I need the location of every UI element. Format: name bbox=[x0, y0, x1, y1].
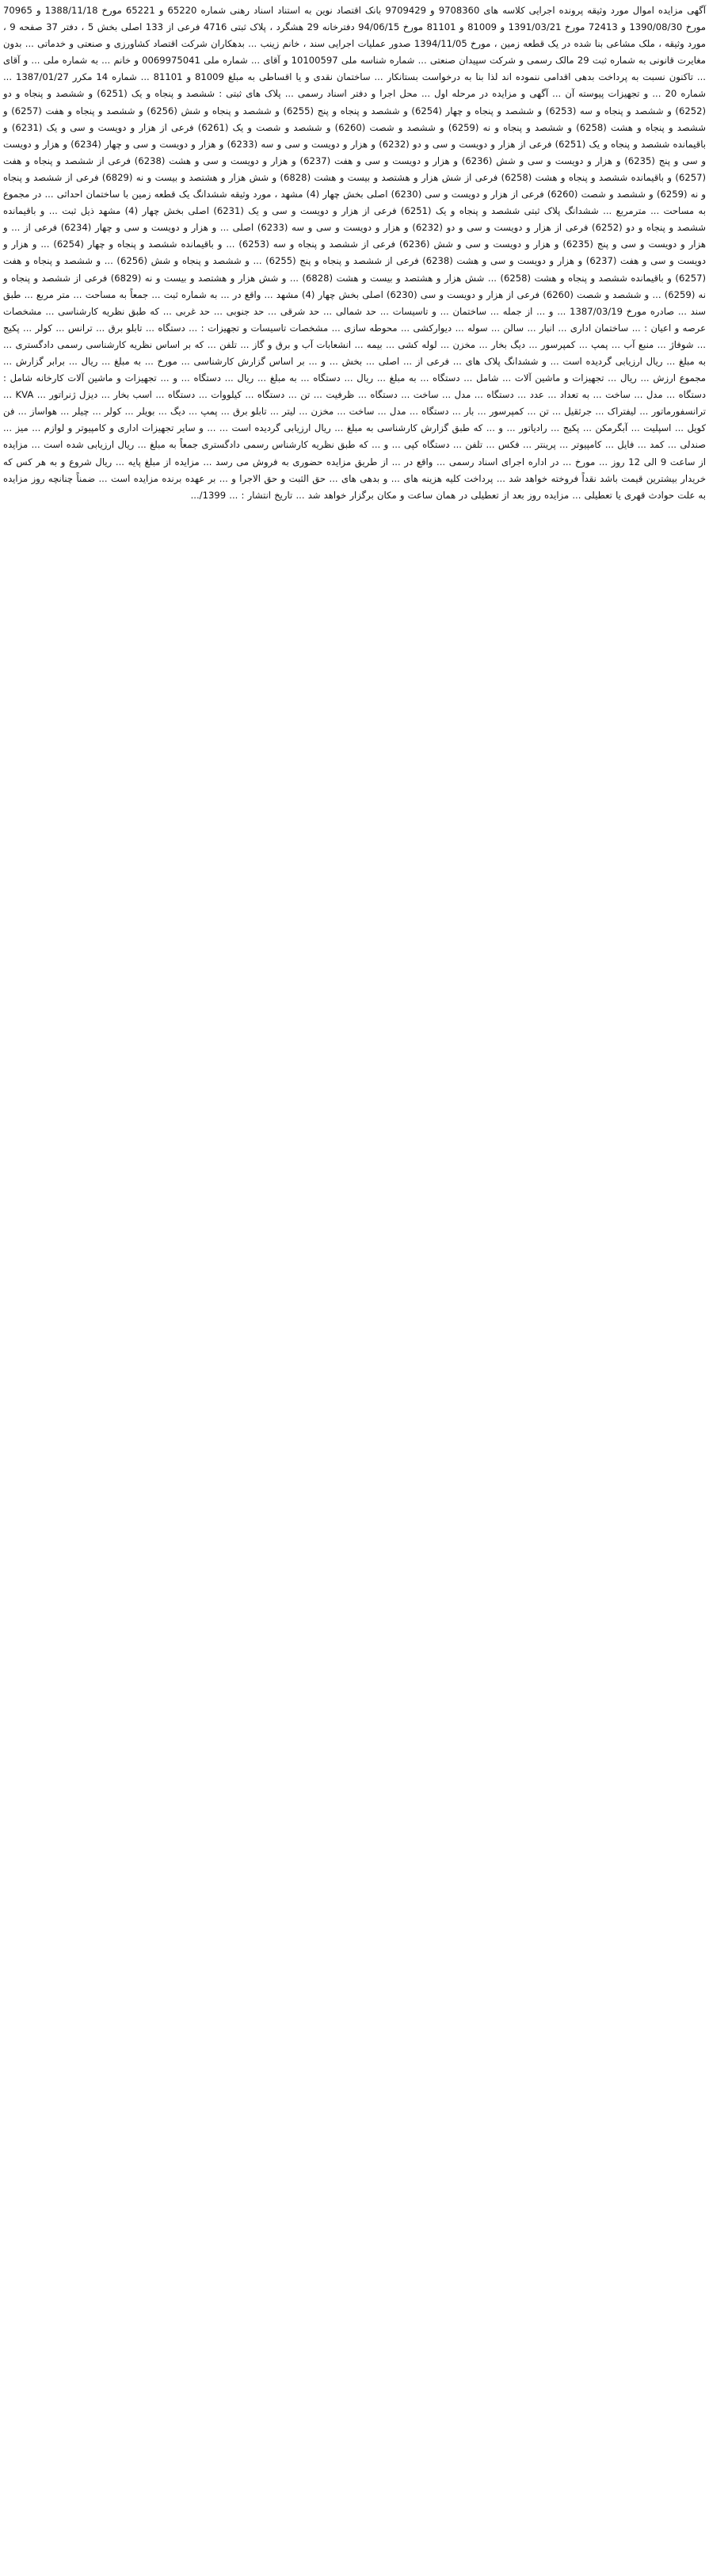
notice-paragraph: مشخصات عرصه و اعیان : ... ساختمان اداری ... انبار ... سالن ... سوله ... دیوارکشی ... محوطه سازی ... مشخصات تاسیسات و تجهیزات : ... دستگاه ... تابلو برق ... ترانس ... کولر ... پکیج ... شوفاژ ... منبع آب ... پمپ ... کمپرسور ... دیگ بخار ... مخزن ... لوله کشی ... بیمه ... انشعابات آب و برق و گاز ... تلفن ... که بر اساس نظریه کارشناسی رسمی دادگستری ... به مبلغ ... ریال ارزیابی گردیده است ... و ششدانگ پلاک های ... فرعی از ... اصلی ... بخش ... و ... بر اساس گزارش کارشناسی ... مورخ ... به مبلغ ... ریال ... برابر گزارش ... مجموع ارزش ... ریال ... تجهیزات و ماشین آلات ... شامل ... دستگاه ... به مبلغ ... ریال ... دستگاه ... به مبلغ ... ریال ... دستگاه ... و ... bbox=[3, 305, 706, 384]
notice-paragraph: تجهیزات و ماشین آلات کارخانه شامل : دستگاه ... مدل ... ساخت ... به تعداد ... عدد ... دستگاه ... مدل ... ساخت ... دستگاه ... ظرفیت ... تن ... دستگاه ... کیلووات ... دستگاه ... اسب بخار ... دیزل ژنراتور ... KVA ... ترانسفورماتور ... لیفتراک ... جرثقیل ... تن ... کمپرسور ... بار ... دستگاه ... مدل ... ساخت ... مخزن ... لیتر ... تابلو برق ... پمپ ... دیگ ... بویلر ... کولر ... چیلر ... هواساز ... فن کویل ... اسپلیت ... آبگرمکن ... پکیج ... رادیاتور ... و ... که طبق گزارش کارشناسی به مبلغ ... ریال ارزیابی گردیده است ... bbox=[3, 372, 706, 434]
notice-paragraph: پلاک های ثبتی : ششصد و پنجاه و یک (6251) و ششصد و پنجاه و دو (6252) و ششصد و پنجاه و سه (6253) و ششصد و پنجاه و چهار (6254) و ششصد و پنجاه و پنج (6255) و ششصد و پنجاه و شش (6256) و ششصد و پنجاه و هفت (6257) و ششصد و پنجاه و هشت (6258) و ششصد و پنجاه و نه (6259) و ششصد و شصت (6260) و ششصد و شصت و یک (6261) فرعی از هزار و دویست و سی و یک (6231) و باقیمانده ششصد و پنجاه و یک (6251) فرعی از هزار و دویست و سی و دو (6232) و هزار و دویست و سی و سه (6233) و هزار و دویست و سی و چهار (6234) و هزار و دویست و سی و پنج (6235) و هزار و دویست و سی و شش (6236) و هزار و دویست و سی و هفت (6237) و هزار و دویست و سی و هشت (6238) فرعی از ششصد و پنجاه و هفت (6257) و باقیمانده ششصد و پنجاه و هشت (6258) فرعی از شش هزار و هشتصد و بیست و هشت (6828) و شش هزار و هشتصد و بیست و نه (6829) فرعی از ششصد و پنجاه و نه (6259) و ششصد و شصت (6260) فرعی از هزار و دویست و سی (6230) اصلی بخش چهار (4) مشهد ، مورد وثیقه ششدانگ یک قطعه زمین با ساختمان احداثی ... در مجموع به مساحت ... مترمربع ... bbox=[3, 88, 707, 217]
notice-paragraph: ... و سایر تجهیزات اداری و کامپیوتر و لوازم ... میز ... صندلی ... کمد ... فایل ... کامپیوتر ... پرینتر ... فکس ... تلفن ... دستگاه کپی ... و ... که طبق نظریه کارشناس رسمی دادگستری جمعاً به مبلغ ... ریال ارزیابی شده است ... مزایده از ساعت 9 الی 12 روز ... مورخ ... در اداره اجرای اسناد رسمی ... واقع در ... از طریق مزایده حضوری به فروش می رسد ... مزایده از مبلغ پایه ... ریال شروع و به هر کس که خریدار بیشترین قیمت باشد نقداً فروخته خواهد شد ... پرداخت کلیه هزینه های ... و بدهی های ... حق الثبت و حق الاجرا و ... بر عهده برنده مزایده است ... ضمناً چنانچه روز مزایده به علت حوادث قهری یا تعطیلی ... مزایده روز بعد از تعطیلی در همان ساعت و مکان برگزار خواهد شد ... تاریخ انتشار : ... 1399/... bbox=[3, 422, 707, 501]
notice-paragraph: آگهی مزایده اموال مورد وثیقه پرونده اجرایی کلاسه های 9708360 و 9709429 بانک اقتصاد نوین به استناد اسناد رهنی شماره 65220 و 65221 مورخ 1388/11/18 و 70965 مورخ 1390/08/30 و 72413 مورخ 1391/03/21 و 81009 و 81101 مورخ 94/06/15 دفترخانه 29 هشگرد ، پلاک ثبتی 4716 فرعی از 133 اصلی بخش 5 ، دفتر 37 صفحه 9 ، مورد وثیقه ، ملک مشاعی بنا شده در یک قطعه زمین ، مورخ 1394/11/05 صدور عملیات اجرایی سند ، خانم زینب ... بدهکاران شرکت اقتصاد کشاورزی و صنعتی و خدماتی ... بدون مغایرت قانونی به شماره ثبت 29 مالک رسمی و شرکت سپیدان صنعتی ... شماره شناسه ملی 10100597 و آقای ... شماره ملی 0069975041 و خانم ... به شماره ملی ... و آقای ... تاکنون نسبت به پرداخت بدهی اقدامی ننموده اند لذا بنا به درخواست بستانکار ... ساختمان نقدی و یا اقساطی به مبلغ 81009 و 81101 ... شماره 14 مکرر 1387/01/27 ... شماره 20 ... و تجهیزات پیوسته آن ... آگهی و مزایده در مرحله اول ... محل اجرا و دفتر اسناد رسمی ... bbox=[3, 5, 707, 100]
notice-paragraph: ششدانگ پلاک ثبتی ششصد و پنجاه و یک (6251) فرعی از هزار و دویست و سی و یک (6231) اصلی بخش چهار (4) مشهد ذیل ثبت ... و باقیمانده ششصد و پنجاه و دو (6252) فرعی از هزار و دویست و سی و دو (6232) و هزار و دویست و سی و سه (6233) اصلی ... و هزار و دویست و سی و چهار (6234) فرعی از ... و هزار و دویست و سی و پنج (6235) و هزار و دویست و سی و شش (6236) فرعی از ششصد و پنجاه و سه (6253) ... و باقیمانده ششصد و پنجاه و چهار (6254) ... و هزار و دویست و سی و هفت (6237) و هزار و دویست و سی و هشت (6238) فرعی از ششصد و پنجاه و پنج (6255) ... و ششصد و پنجاه و شش (6256) ... و ششصد و پنجاه و هفت (6257) و باقیمانده ششصد و پنجاه و هشت (6258) ... شش هزار و هشتصد و بیست و هشت (6828) ... و شش هزار و هشتصد و بیست و نه (6829) فرعی از ششصد و پنجاه و نه (6259) ... و ششصد و شصت (6260) فرعی از هزار و دویست و سی (6230) اصلی بخش چهار (4) مشهد ... واقع در ... به شماره ثبت ... جمعاً به مساحت ... متر مربع ... طبق سند ... صادره مورخ 1387/03/19 ... و ... از جمله ... ساختمان ... و تاسیسات ... حد شمالی ... حد شرقی ... حد جنوبی ... حد غربی ... که طبق نظریه کارشناسی ... bbox=[3, 205, 707, 317]
notice-body bbox=[3, 2, 706, 504]
